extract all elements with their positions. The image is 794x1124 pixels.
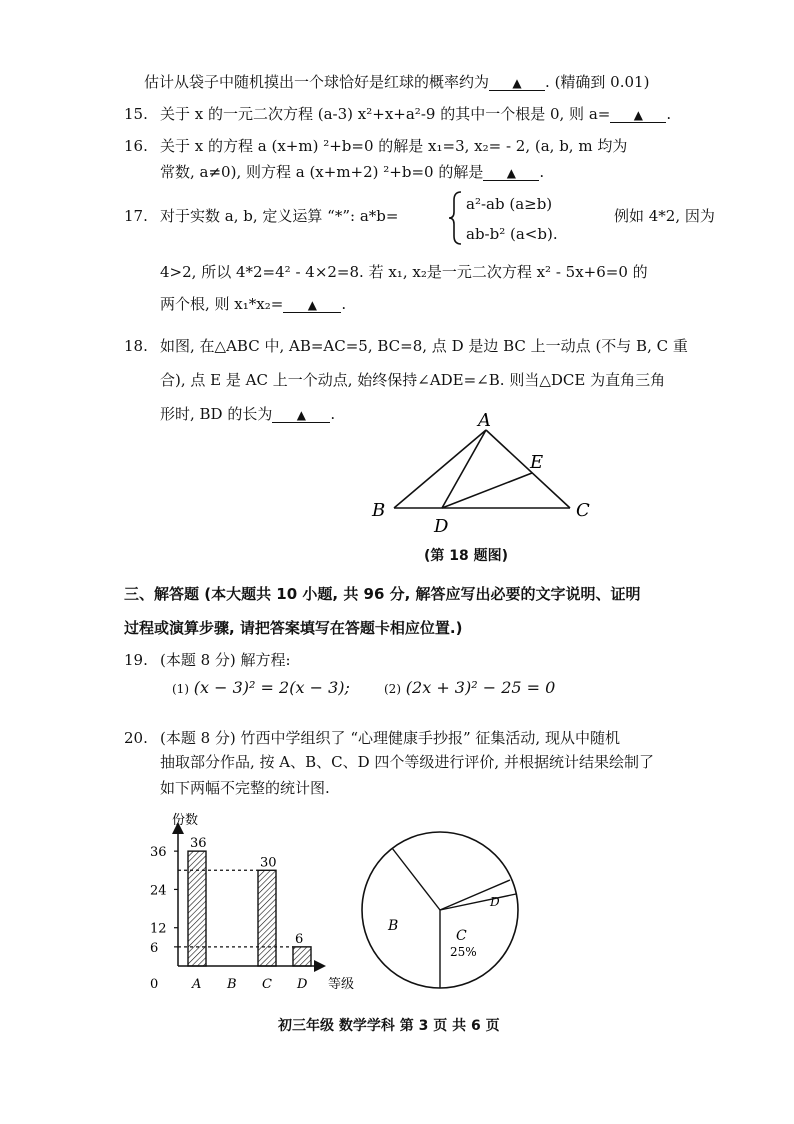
q15-line [124,104,671,124]
q17-text1: 对于实数 a, b, 定义运算 “*”: a*b= [160,207,399,225]
y-tick-label-12: 12 [150,921,167,937]
bar-value-label-A: 36 [190,836,207,852]
q17-example: 例如 4*2, 因为 [614,207,715,225]
q18-line3 [160,404,335,424]
q20-line2: 抽取部分作品, 按 A、B、C、D 四个等级进行评价, 并根据统计结果绘制了 [160,753,654,771]
q18-line2: 合), 点 E 是 AC 上一个动点, 始终保持∠ADE=∠B. 则当△DCE 为直角三角 [160,371,666,389]
section3-heading-line1: 三、解答题 (本大题共 10 小题, 共 96 分, 解答应写出必要的文字说明、证明 [124,585,641,603]
q20-line1 [124,728,620,748]
label-b: B [372,500,386,521]
q19-number: 19. [124,651,148,669]
q14-text: 估计从袋子中随机摸出一个球恰好是红球的概率约为 [144,73,490,91]
q18-line1 [124,336,688,356]
q18-triangle-figure [366,410,606,540]
page-footer: 初三年级 数学学科 第 3 页 共 6 页 [278,1018,500,1034]
x-axis-label: 等级 [328,977,355,992]
q18-answer-blank: ▲ [272,408,330,423]
q15-number: 15. [124,105,148,123]
pie-divider-d-lower [440,894,516,910]
q16-period: . [539,163,545,181]
y-tick-label-24: 24 [150,883,167,899]
q19-title-line [124,650,291,670]
q16-number: 16. [124,137,148,155]
q18-period: . [330,405,336,423]
x-tick-label-D: D [297,977,308,992]
bar-value-label-D: 6 [295,931,304,947]
q17-line2: 4>2, 所以 4*2=4² - 4×2=8. 若 x₁, x₂是一元二次方程 x² - 5x+6=0 的 [160,263,648,281]
segment-de [442,473,532,508]
q19-part2 [384,678,555,699]
q15-answer-blank: ▲ [610,108,666,123]
y-tick-label-6: 6 [150,940,159,956]
bar-C [258,870,276,966]
q20-line3: 如下两幅不完整的统计图. [160,779,330,797]
q19-part2-equation: (2x + 3)² − 25 = 0 [405,678,556,697]
segment-ac [486,430,570,508]
q18-number: 18. [124,337,148,355]
y-axis-label: 份数 [172,813,199,828]
origin-label: 0 [150,977,159,992]
q17-line3 [160,294,346,314]
q16-text2: 常数, a≠0), 则方程 a (x+m+2) ²+b=0 的解是 [160,163,484,181]
q14-answer-blank: ▲ [489,76,545,91]
q15-text: 关于 x 的一元二次方程 (a-3) x²+x+a²-9 的其中一个根是 0, 则 a= [160,105,611,123]
label-e: E [530,452,544,473]
q16-line2 [160,162,544,182]
label-a: A [478,410,491,431]
section3-heading-line2: 过程或演算步骤, 请把答案填写在答题卡相应位置.) [124,619,463,637]
label-c: C [576,500,590,521]
segment-ad [442,430,486,508]
q19-title: (本题 8 分) 解方程: [160,651,291,669]
pie-divider-b-top [392,848,440,910]
q16-answer-blank: ▲ [483,166,539,181]
q19-part1 [172,678,350,699]
q14-precision: (精确到 0.01) [554,73,650,91]
x-tick-label-A: A [192,977,202,992]
q17-answer-blank: ▲ [283,298,341,313]
q17-line1 [124,206,398,226]
pie-chart [350,822,540,1002]
q16-line1 [124,136,627,156]
x-tick-label-C: C [262,977,272,992]
q20-text1: (本题 8 分) 竹西中学组织了 “心理健康手抄报” 征集活动, 现从中随机 [160,729,620,747]
q19-part1-label: (1) [172,682,189,696]
pie-annotation-c: 25% [450,945,477,959]
x-tick-label-B: B [227,977,237,992]
q18-text1: 如图, 在△ABC 中, AB=AC=5, BC=8, 点 D 是边 BC 上一动点 (不与 B, C 重 [160,337,688,355]
q17-number: 17. [124,207,148,225]
bar-value-label-C: 30 [260,855,277,871]
y-tick-label-36: 36 [150,845,167,861]
q17-case1: a²-ab (a≥b) [466,195,553,213]
q17-text3: 两个根, 则 x₁*x₂= [160,295,284,313]
bar-D [293,947,311,966]
label-d: D [434,516,449,537]
q19-part1-equation: (x − 3)² = 2(x − 3); [193,678,350,697]
q17-brace [448,190,464,246]
pie-label-b: B [388,918,399,934]
bar-A [188,851,206,966]
pie-label-c: C [456,928,467,944]
q15-period: . [666,105,672,123]
q17-period: . [341,295,347,313]
bar-chart [140,808,370,998]
q20-number: 20. [124,729,148,747]
q14-line: 估计从袋子中随机摸出一个球恰好是红球的概率约为 ▲ . (精确到 0.01) [144,73,650,91]
q17-case2: ab-b² (a<b). [466,225,558,243]
pie-label-d: D [490,895,500,909]
q18-caption: (第 18 题图) [424,548,509,564]
q18-text3: 形时, BD 的长为 [160,405,273,423]
q19-part2-label: (2) [384,682,401,696]
q16-text1: 关于 x 的方程 a (x+m) ²+b=0 的解是 x₁=3, x₂= - 2, (a, b, m 均为 [160,137,628,155]
